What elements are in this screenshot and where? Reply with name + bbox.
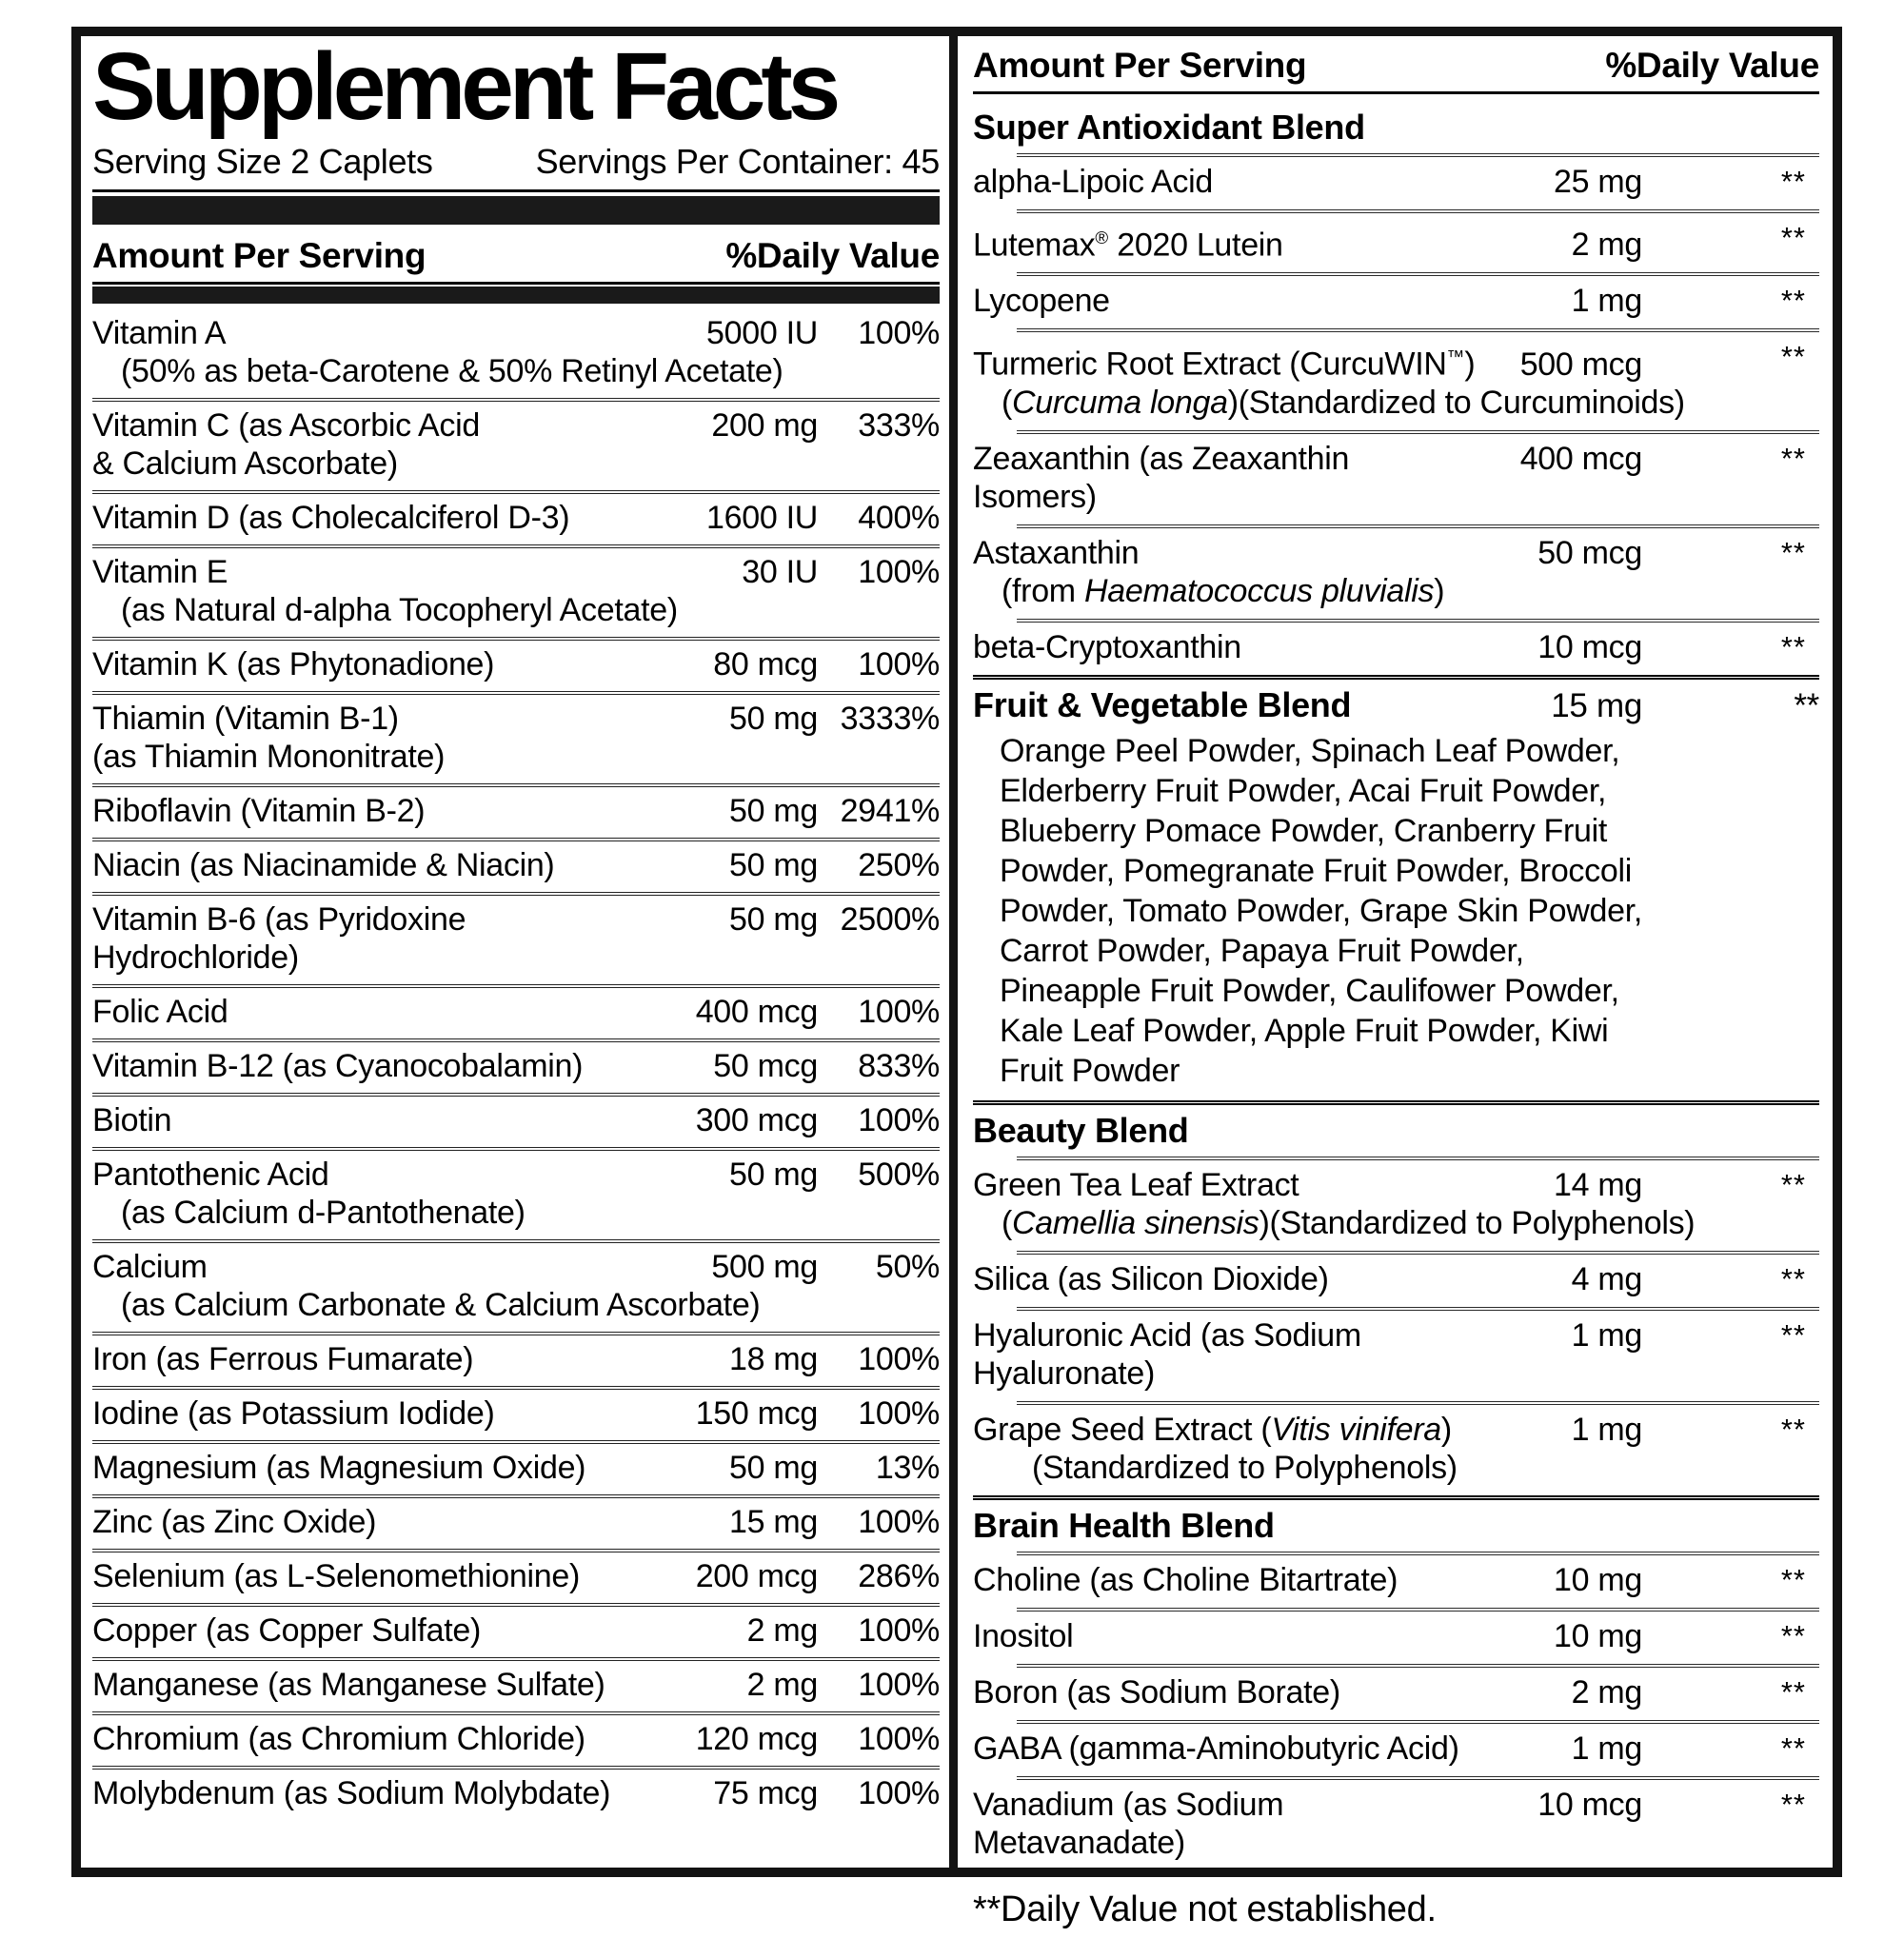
nutrient-row [973,1311,1819,1401]
nutrient-amount: 1600 IU [706,500,818,536]
nutrient-name: Molybdenum (as Sodium Molybdate) [92,1775,611,1811]
nutrient-name: GABA (gamma-Aminobutyric Acid) [973,1730,1459,1767]
column-header-dv: %Daily Value [725,236,940,275]
nutrient-row [973,213,1819,272]
nutrient-amount: 300 mcg [695,1102,818,1138]
nutrient-row [92,787,940,841]
nutrient-source: (as Calcium d-Pantothenate) [121,1195,526,1231]
registered-mark: ® [1095,227,1109,247]
nutrient-row [92,402,940,494]
servings-per-container: Servings Per Container: 45 [535,142,940,181]
supplement-facts-panel [71,27,1842,1929]
nutrient-source: & Calcium Ascorbate) [92,445,398,482]
nutrient-row [92,1770,940,1820]
nutrient-dv: 250% [858,847,940,883]
nutrient-amount: 10 mcg [1537,1786,1642,1823]
nutrient-row [973,1405,1819,1495]
nutrient-amount: 14 mg [1554,1166,1642,1203]
nutrient-dv: ** [1780,535,1806,569]
page-title: Supplement Facts [92,33,837,140]
nutrient-amount: 2 mg [746,1612,818,1649]
nutrient-row [92,1151,940,1243]
nutrient-dv: 100% [858,1612,940,1649]
nutrient-amount: 1 mg [1571,1316,1642,1354]
nutrient-dv: ** [1780,1261,1806,1295]
nutrient-name: Vitamin A [92,315,227,351]
nutrient-amount: 50 mg [729,901,818,938]
nutrient-source: (50% as beta-Carotene & 50% Retinyl Acetate) [121,353,783,389]
nutrient-name: Zinc (as Zinc Oxide) [92,1504,377,1540]
nutrient-name: Grape Seed Extract (Vitis vinifera) [973,1411,1452,1448]
nutrient-row [92,1444,940,1498]
nutrient-amount: 400 mcg [695,994,818,1030]
nutrient-dv: 833% [858,1048,940,1084]
nutrient-amount: 120 mcg [695,1721,818,1757]
nutrient-dv: ** [1780,1412,1806,1446]
nutrient-dv: ** [1780,165,1806,198]
nutrient-row [92,548,940,641]
nutrient-row [973,332,1819,429]
column-divider [949,36,958,1868]
nutrient-name: Choline (as Choline Bitartrate) [973,1561,1398,1598]
nutrient-row [92,896,940,988]
nutrient-amount: 200 mcg [695,1558,818,1594]
nutrient-dv: 100% [858,1341,940,1377]
nutrient-amount: 10 mg [1554,1561,1642,1598]
nutrient-name: Lycopene [973,283,1110,320]
nutrient-name: Lutemax® 2020 Lutein [973,227,1283,264]
nutrient-row [92,988,940,1042]
nutrient-dv: ** [1780,1787,1806,1821]
blend-amount: 15 mg [1551,686,1642,724]
nutrient-dv: 2941% [840,793,940,829]
nutrient-row [973,157,1819,209]
nutrient-source: (from Haematococcus pluvialis) [1002,572,1445,609]
nutrient-dv: ** [1780,221,1806,254]
nutrient-amount: 50 mg [729,793,818,829]
nutrient-row [973,434,1819,524]
blend-header-brain-health: Brain Health Blend [973,1505,1275,1545]
nutrient-row [92,841,940,896]
nutrient-name: Astaxanthin [973,534,1140,571]
nutrient-name: Calcium [92,1249,208,1285]
nutrient-row [92,1243,940,1335]
nutrient-dv: ** [1780,1562,1806,1596]
nutrient-name: Vitamin B-6 (as Pyridoxine Hydrochloride) [92,901,466,976]
nutrient-name: Folic Acid [92,994,228,1030]
nutrient-dv: 13% [875,1450,940,1486]
nutrient-name: Niacin (as Niacinamide & Niacin) [92,847,555,883]
nutrient-dv: ** [1780,1674,1806,1709]
nutrient-name: Turmeric Root Extract (CurcuWIN™) [973,346,1476,383]
nutrient-amount: 2 mg [746,1667,818,1703]
rule [92,189,940,192]
nutrient-name: Magnesium (as Magnesium Oxide) [92,1450,586,1486]
nutrient-name: Hyaluronic Acid (as Sodium Hyaluronate) [973,1316,1361,1392]
nutrient-name: Chromium (as Chromium Chloride) [92,1721,585,1757]
nutrient-name: Pantothenic Acid [92,1157,329,1193]
nutrient-name: Iodine (as Potassium Iodide) [92,1395,495,1432]
trademark-mark: ™ [1446,346,1465,367]
rule [973,91,1819,94]
nutrient-row [973,1780,1819,1870]
nutrient-amount: 25 mg [1554,164,1642,200]
nutrient-dv: 333% [858,407,940,444]
nutrient-amount: 50 mcg [713,1048,818,1084]
nutrient-row [973,623,1819,675]
nutrient-name: Vitamin B-12 (as Cyanocobalamin) [92,1048,584,1084]
nutrient-amount: 2 mg [1571,1673,1642,1711]
nutrient-row [973,1668,1819,1720]
nutrient-row [92,309,940,402]
left-column [81,33,949,1868]
blend-dv: ** [1794,686,1819,724]
nutrient-amount: 50 mg [729,701,818,737]
nutrient-row [973,1724,1819,1776]
nutrient-dv: ** [1780,629,1806,663]
nutrient-name: Vitamin K (as Phytonadione) [92,646,495,682]
blend-header-beauty: Beauty Blend [973,1110,1189,1150]
serving-info-row [92,140,940,189]
nutrient-row [973,1555,1819,1608]
nutrient-row [92,1042,940,1097]
column-header-amount: Amount Per Serving [92,236,426,275]
nutrient-dv: 100% [858,315,940,351]
nutrient-amount: 1 mg [1571,1730,1642,1767]
nutrient-dv: 100% [858,554,940,590]
nutrient-amount: 50 mcg [1537,534,1642,571]
nutrient-name: Manganese (as Manganese Sulfate) [92,1667,605,1703]
nutrient-amount: 1 mg [1571,283,1642,320]
nutrient-dv: 100% [858,1504,940,1540]
nutrient-name: Iron (as Ferrous Fumarate) [92,1341,474,1377]
nutrient-amount: 50 mg [729,847,818,883]
nutrient-name: Inositol [973,1617,1074,1654]
right-column [958,36,1833,1929]
thick-bar [92,287,940,304]
fruit-vegetable-ingredient-list: Orange Peel Powder, Spinach Leaf Powder, Elderberry Fruit Powder, Acai Fruit Powder, Blueberry Pomace Powder, Cranberry Fruit Powder, Pomegranate Fruit Powder, Broccoli Powder, Tomato Powder, Grape Skin Powder, Carrot Powder, Papaya Fruit Powder, Pineapple Fruit Powder, Caulifower Powder, Kale Leaf Powder, Apple Fruit Powder, Kiwi Fruit Powder [1000,732,1643,1089]
nutrient-dv: 100% [858,1775,940,1811]
nutrient-amount: 4 mg [1571,1260,1642,1297]
nutrient-row [973,1255,1819,1307]
nutrient-amount: 10 mcg [1537,628,1642,665]
nutrient-dv: 100% [858,646,940,682]
blend-name: Fruit & Vegetable Blend [973,684,1352,724]
nutrient-row [973,528,1819,619]
daily-value-footnote: **Daily Value not established. [973,1889,1437,1929]
nutrient-amount: 10 mg [1554,1617,1642,1654]
nutrient-dv: 50% [875,1249,940,1285]
nutrient-row [92,1097,940,1151]
nutrient-name: Vitamin C (as Ascorbic Acid [92,407,480,444]
nutrient-source: (as Calcium Carbonate & Calcium Ascorbate) [121,1287,761,1323]
nutrient-amount: 500 mcg [1519,346,1642,383]
nutrient-row [92,641,940,695]
nutrient-dv: ** [1780,340,1806,374]
nutrient-dv: 286% [858,1558,940,1594]
nutrient-dv: ** [1780,1317,1806,1352]
nutrient-row [92,1552,940,1607]
nutrient-row [92,1715,940,1770]
nutrient-dv: 100% [858,1102,940,1138]
nutrient-name: Copper (as Copper Sulfate) [92,1612,481,1649]
nutrient-source: (Camellia sinensis)(Standardized to Polyphenols) [1002,1204,1696,1241]
nutrient-source: (as Thiamin Mononitrate) [92,739,446,775]
nutrient-row [92,1498,940,1552]
nutrient-name: Thiamin (Vitamin B-1) [92,701,399,737]
nutrient-amount: 80 mcg [713,646,818,682]
nutrient-name: Biotin [92,1102,172,1138]
nutrient-name: Selenium (as L-Selenomethionine) [92,1558,581,1594]
nutrient-name: Silica (as Silicon Dioxide) [973,1260,1329,1297]
nutrient-row [92,1607,940,1661]
nutrient-amount: 30 IU [742,554,818,590]
nutrient-row [973,1612,1819,1664]
nutrient-source: (Curcuma longa)(Standardized to Curcuminoids) [1002,384,1685,421]
nutrient-amount: 200 mg [711,407,818,444]
nutrient-row [92,494,940,548]
nutrient-name: Vitamin E [92,554,228,590]
nutrient-amount: 2 mg [1571,227,1642,264]
nutrient-amount: 15 mg [729,1504,818,1540]
nutrient-dv: ** [1780,1618,1806,1652]
nutrient-row [92,695,940,787]
column-header-dv: %Daily Value [1605,46,1819,85]
nutrient-amount: 18 mg [729,1341,818,1377]
nutrient-dv: 100% [858,1395,940,1432]
nutrient-dv: 500% [858,1157,940,1193]
nutrient-amount: 75 mcg [713,1775,818,1811]
nutrient-name: Vitamin D (as Cholecalciferol D-3) [92,500,570,536]
nutrient-amount: 50 mg [729,1450,818,1486]
nutrient-source: (as Natural d-alpha Tocopheryl Acetate) [121,592,678,628]
nutrient-dv: ** [1780,284,1806,318]
nutrient-name: Boron (as Sodium Borate) [973,1673,1340,1711]
nutrient-dv: ** [1780,441,1806,475]
nutrient-name: alpha-Lipoic Acid [973,164,1213,200]
nutrient-table [92,309,940,1820]
nutrient-dv: ** [1780,1730,1806,1765]
nutrient-name: Riboflavin (Vitamin B-2) [92,793,426,829]
nutrient-dv: 100% [858,994,940,1030]
thick-bar [92,196,940,225]
nutrient-row [973,276,1819,328]
blend-header-fruit-vegetable [973,680,1819,729]
nutrient-dv: 400% [858,500,940,536]
nutrient-row [92,1390,940,1444]
serving-size: Serving Size 2 Caplets [92,142,433,181]
nutrient-dv: 100% [858,1667,940,1703]
nutrient-name: beta-Cryptoxanthin [973,628,1241,665]
nutrient-amount: 150 mcg [695,1395,818,1432]
nutrient-row [92,1661,940,1715]
nutrient-amount: 400 mcg [1519,440,1642,477]
nutrient-name: Vanadium (as Sodium Metavanadate) [973,1786,1284,1861]
nutrient-name: Green Tea Leaf Extract [973,1166,1299,1203]
nutrient-dv: ** [1780,1167,1806,1201]
nutrient-name: Zeaxanthin (as Zeaxanthin Isomers) [973,440,1350,515]
nutrient-dv: 100% [858,1721,940,1757]
rule [92,282,940,285]
nutrient-row [973,1160,1819,1251]
column-header [973,40,1819,91]
blend-header-super-antioxidant: Super Antioxidant Blend [973,108,1365,147]
nutrient-amount: 5000 IU [706,315,818,351]
nutrient-dv: 2500% [840,901,940,938]
column-header [92,230,940,282]
nutrient-amount: 50 mg [729,1157,818,1193]
nutrient-source: (Standardized to Polyphenols) [1032,1449,1458,1486]
nutrient-amount: 1 mg [1571,1411,1642,1448]
nutrient-row [92,1335,940,1390]
column-header-amount: Amount Per Serving [973,46,1307,85]
nutrient-dv: 3333% [840,701,940,737]
nutrient-amount: 500 mg [711,1249,818,1285]
